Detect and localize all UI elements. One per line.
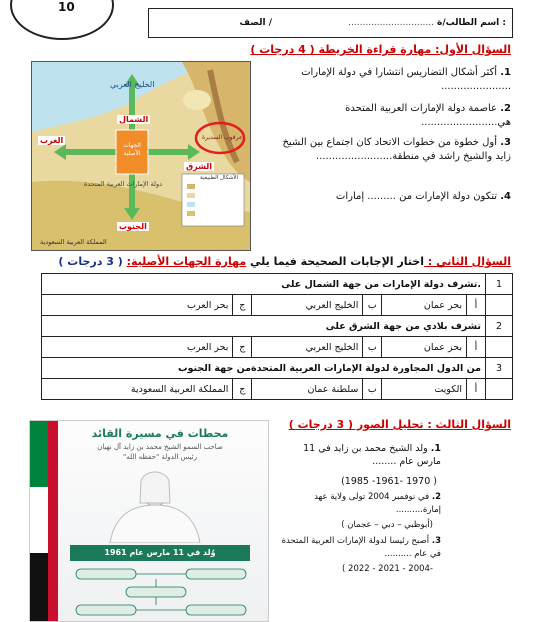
poster-title: محطات في مسيرة القائد xyxy=(91,427,229,440)
letter-a: أ xyxy=(467,379,486,400)
flag-red-bar xyxy=(48,421,58,621)
q2-number-2: 2 xyxy=(486,316,513,337)
q2-2-option-b[interactable]: الخليج العربي xyxy=(252,337,363,358)
q2-3-option-a[interactable]: الكويت xyxy=(382,379,467,400)
q1-item-1: 1. أكثر أشكال التضاريس انتشارا في دولة الإمارات ...................... xyxy=(301,67,511,92)
student-info-box xyxy=(148,8,513,38)
map-gulf-label: الخليج العربي xyxy=(110,80,155,89)
q2-3-option-b[interactable]: سلطنة عمان xyxy=(252,379,363,400)
q1-item-3: 3. أول خطوة من خطوات الاتحاد كان اجتماع بين الشيخ زايد والشيخ راشد في منطقة........................ xyxy=(282,137,511,162)
map-center-label: الجهات الأصلية xyxy=(123,142,141,157)
letter-a: أ xyxy=(467,337,486,358)
map-east-label: الشرق xyxy=(186,162,213,171)
map-west-label: الغرب xyxy=(40,136,64,145)
map-country-label: دولة الإمارات العربية المتحدة xyxy=(84,180,163,188)
score-value: 10 xyxy=(58,0,75,14)
q2-question-row-2 xyxy=(42,316,513,337)
letter-b: ب xyxy=(363,337,382,358)
q2-options-row-3 xyxy=(42,379,513,400)
class-label: الصف / xyxy=(239,18,272,28)
q1-title: السؤال الأول: مهارة قراءة الخريطة ( 4 درجات ) xyxy=(250,43,511,56)
q2-options-row-1 xyxy=(42,295,513,316)
q2-table xyxy=(41,273,513,400)
map-saudi-label: المملكة العربية السعودية xyxy=(40,238,107,246)
q2-3-option-c[interactable]: المملكة العربية السعودية xyxy=(42,379,233,400)
letter-b: ب xyxy=(363,295,382,316)
map-legend-title: الأشكال الطبيعية xyxy=(200,175,239,181)
name-dots: .............................. xyxy=(348,18,434,28)
q2-1-option-c[interactable]: بحر العرب xyxy=(42,295,233,316)
letter-c: ج xyxy=(233,379,252,400)
q2-1-option-a[interactable]: بحر عمان xyxy=(382,295,467,316)
letter-b: ب xyxy=(363,379,382,400)
timeline-graphic xyxy=(66,565,256,621)
q2-2-option-c[interactable]: بحر العرب xyxy=(42,337,233,358)
q2-question-3: من الدول المجاورة لدولة الإمارات العربية المتحدةمن جهة الجنوب xyxy=(42,358,486,379)
q3-item-3: 3. أصبح رئيسا لدولة الإمارات العربية المتحدة في عام .......... xyxy=(281,536,441,559)
q3-item-1-options: ( 1970 -1961- 1985) xyxy=(341,476,437,487)
letter-c: ج xyxy=(233,295,252,316)
q2-question-row-3 xyxy=(42,358,513,379)
q3-item-2: 2. في نوفمبر 2004 تولى ولاية عهد إمارة.......... xyxy=(314,492,441,515)
q2-options-row-2 xyxy=(42,337,513,358)
q3-item-2-options: (أبوظبي – دبي – عجمان ) xyxy=(341,520,433,530)
q2-number-3: 3 xyxy=(486,358,513,379)
uae-map xyxy=(31,61,251,251)
q1-item-4: 4. تتكون دولة الإمارات من ......... إمارات xyxy=(335,191,511,202)
q3-item-3-options: -2004 - 2021 - 2022 ) xyxy=(342,564,433,574)
poster-subtitle-2: رئيس الدولة "حفظه الله" xyxy=(122,453,197,461)
leader-poster xyxy=(29,420,269,622)
q2-1-option-b[interactable]: الخليج العربي xyxy=(252,295,363,316)
leader-portrait xyxy=(100,463,210,543)
q2-2-option-a[interactable]: بحر عمان xyxy=(382,337,467,358)
q2-title: السؤال الثاني : اختار الإجابات الصحيحة فيما يلي مهارة الجهات الأصلية: ( 3 درجات ) xyxy=(58,255,511,268)
student-name-label: اسم الطالب/ة : xyxy=(437,18,506,28)
q2-question-row-1 xyxy=(42,274,513,295)
poster-subtitle: صاحب السمو الشيخ محمد بن زايد آل نهيان xyxy=(97,443,223,451)
letter-a: أ xyxy=(467,295,486,316)
q2-number-1: 1 xyxy=(486,274,513,295)
poster-banner: وُلد في 11 مارس عام 1961 xyxy=(70,545,250,561)
flag-stripe xyxy=(30,421,48,621)
map-north-label: الشمال xyxy=(119,115,149,124)
q1-item-2: 2. عاصمة دولة الإمارات العربية المتحدة هي........................ xyxy=(345,103,511,128)
q3-title: السؤال الثالث : تحليل الصور ( 3 درجات ) xyxy=(288,418,511,431)
q2-question-1: .تشرف دولة الإمارات من جهة الشمال على xyxy=(42,274,486,295)
map-circle-label: عرقوب السديرة xyxy=(202,134,243,141)
q3-item-1: 1. ولد الشيخ محمد بن زايد في 11 مارس عام ........ xyxy=(303,443,441,467)
letter-c: ج xyxy=(233,337,252,358)
map-south-label: الجنوب xyxy=(119,222,147,231)
q2-question-2: تشرف بلادي من جهة الشرق على xyxy=(42,316,486,337)
